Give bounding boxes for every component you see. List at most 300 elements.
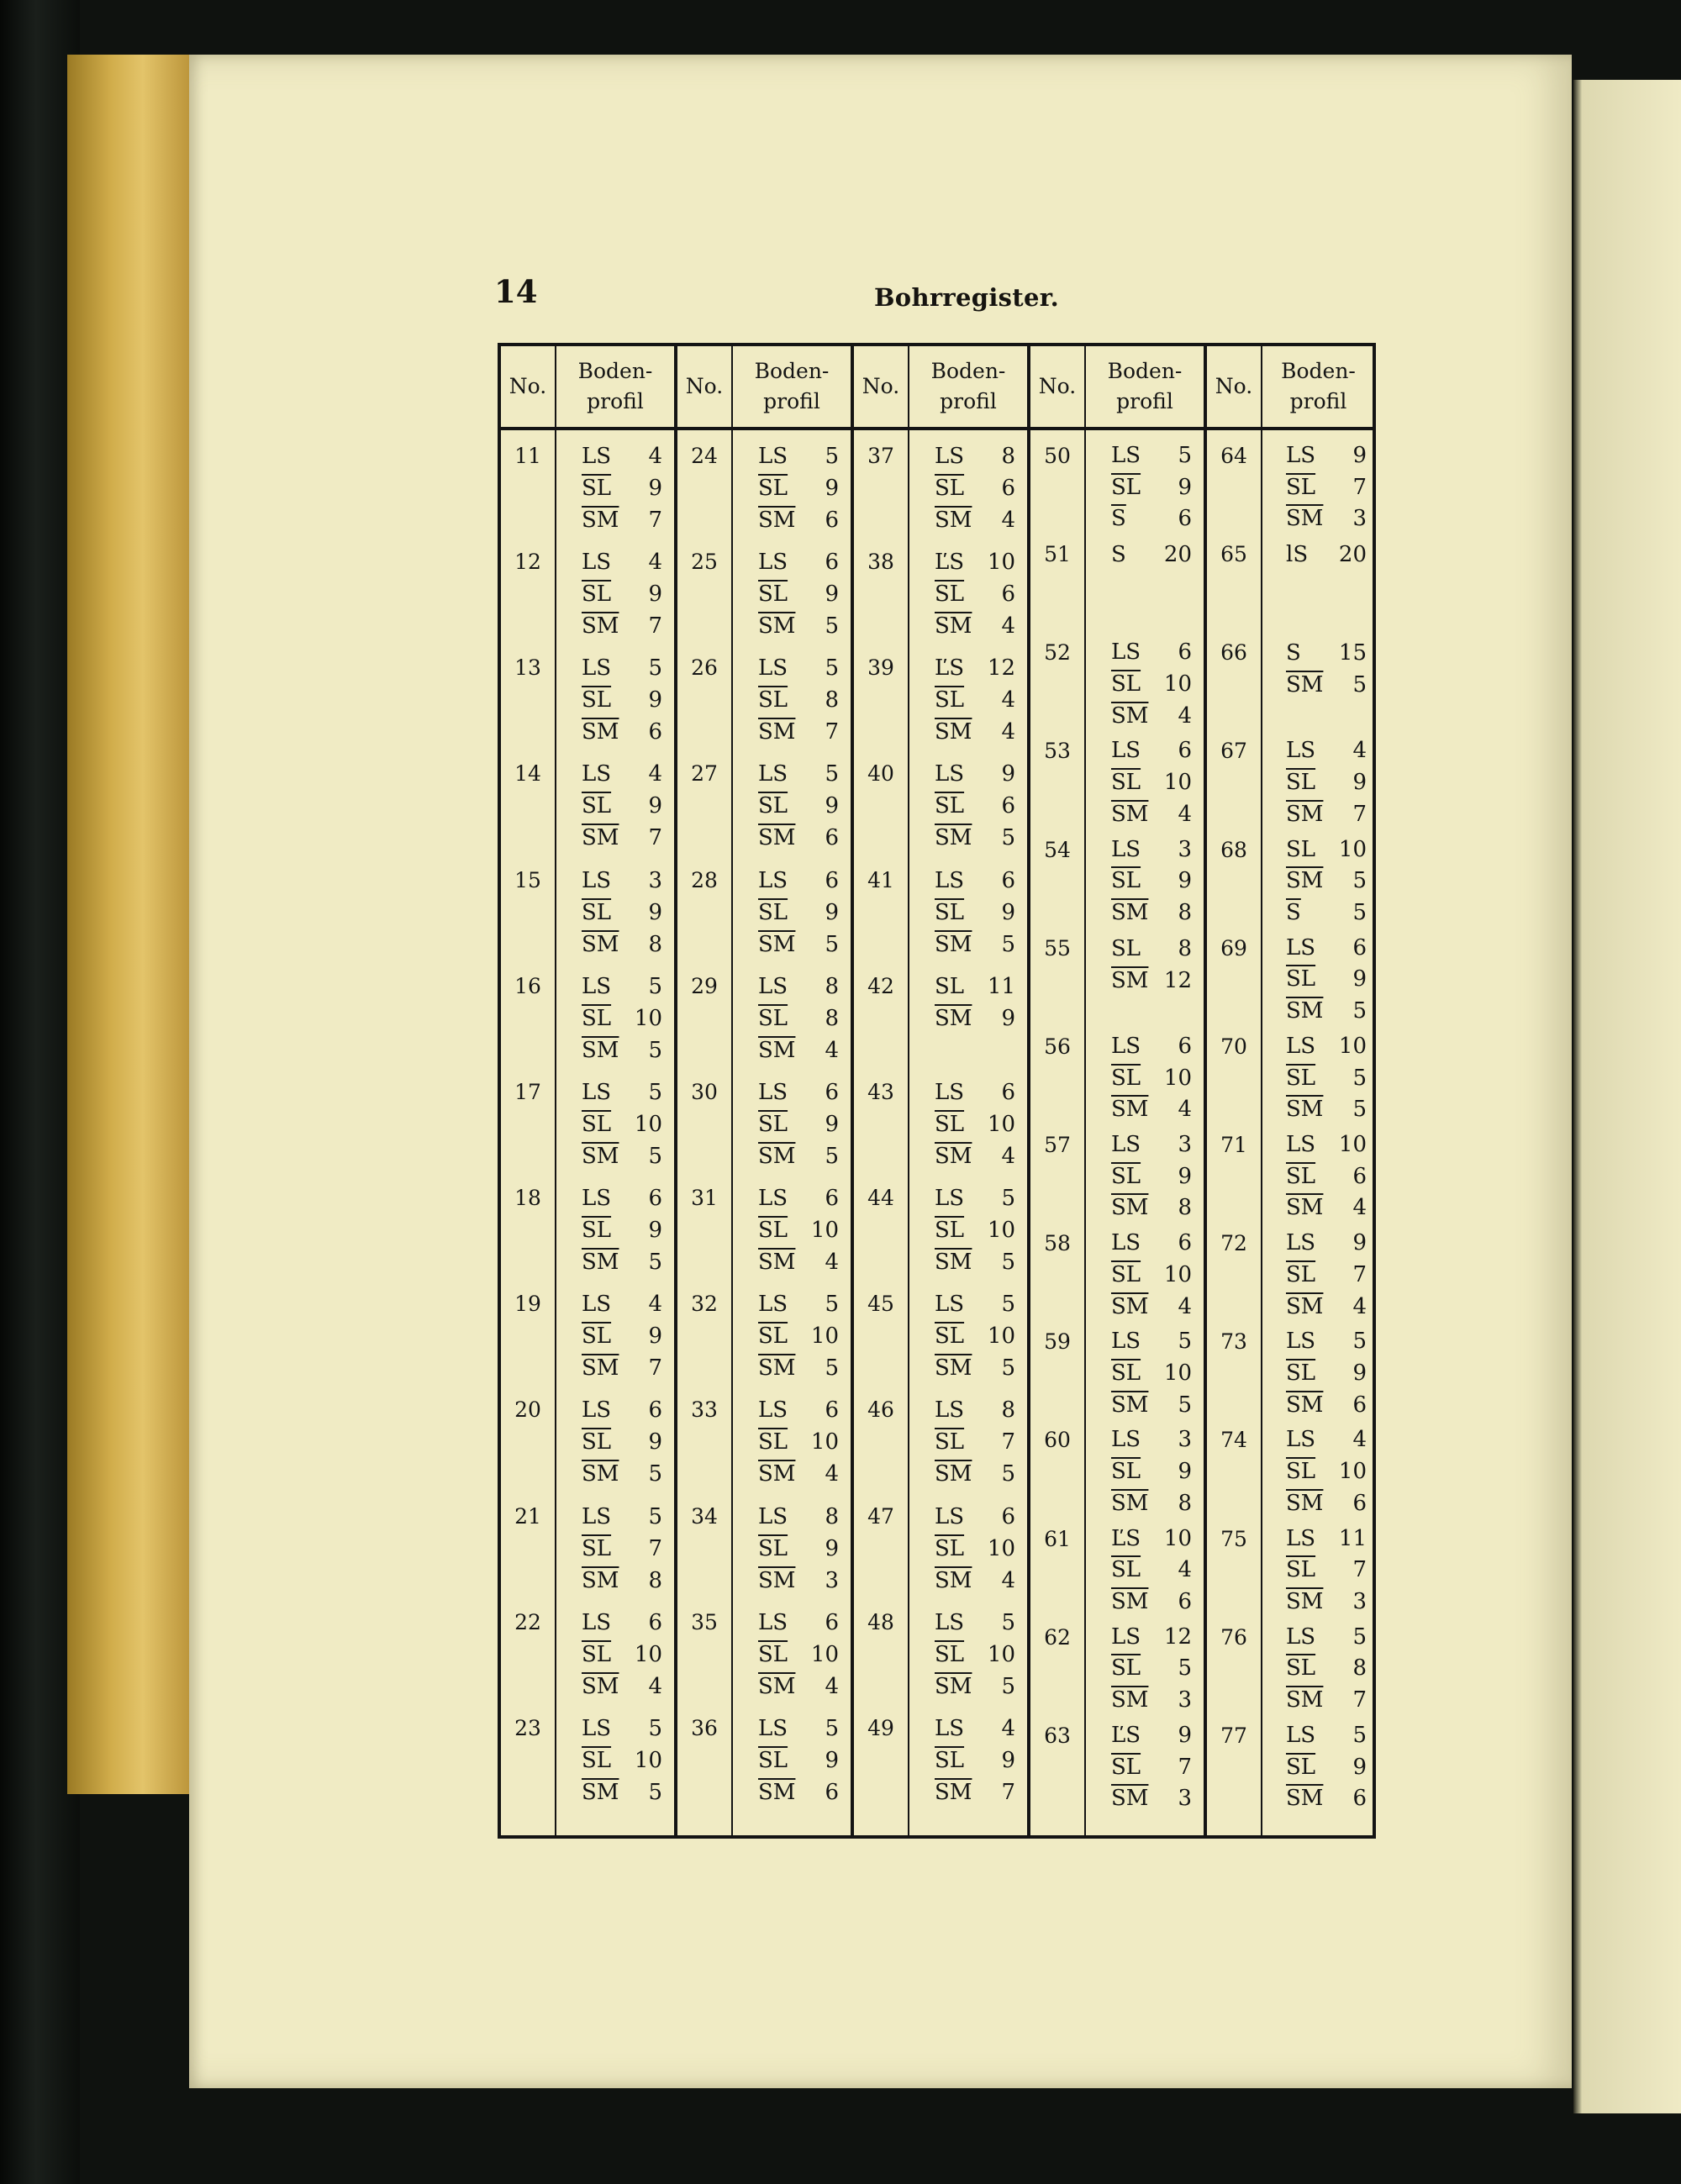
bore-number: 50 [1044, 444, 1071, 468]
soil-type: $\overline{SM}$ [1286, 1195, 1324, 1221]
bore-number: 75 [1220, 1526, 1247, 1551]
bore-number: 18 [514, 1186, 541, 1211]
soil-profile [935, 652, 1015, 748]
bore-number: 30 [691, 1079, 718, 1104]
bore-number: 52 [1044, 640, 1071, 666]
profile-layer [1286, 539, 1367, 571]
layer-depth: 9 [825, 1111, 839, 1137]
profile-layer [1286, 1228, 1367, 1260]
profile-layer [758, 1288, 839, 1320]
layer-depth: 5 [1178, 443, 1192, 468]
profile-layer [582, 1246, 662, 1278]
soil-type: $\overline{SM}$ [1111, 801, 1149, 827]
profile-layer [935, 971, 1015, 1003]
bore-number: 74 [1220, 1428, 1247, 1453]
layer-depth: 10 [1163, 671, 1192, 697]
soil-type: $\overline{SL}$ [582, 793, 612, 819]
layer-depth: 9 [1178, 1459, 1192, 1485]
profile-layer [582, 1214, 662, 1246]
soil-type: $\overline{SM}$ [582, 1673, 619, 1699]
soil-type: $\overline{SM}$ [1286, 1293, 1324, 1319]
profile-layer [1111, 1752, 1192, 1784]
bore-number: 31 [691, 1186, 718, 1211]
layer-depth: 8 [1352, 1655, 1367, 1681]
layer-depth: 6 [1352, 1163, 1367, 1189]
layer-depth: 4 [825, 1037, 839, 1063]
soil-profile [1286, 440, 1367, 535]
profile-layer [935, 1352, 1015, 1384]
layer-depth: 6 [1352, 1490, 1367, 1516]
layer-depth: 7 [1352, 1557, 1367, 1583]
bore-number: 19 [514, 1292, 541, 1317]
profile-layer [758, 865, 839, 897]
bore-number: 65 [1220, 542, 1247, 567]
soil-profile [935, 1713, 1015, 1808]
soil-type: $\overline{SL}$ [758, 476, 788, 501]
layer-depth: 7 [1178, 1754, 1192, 1780]
soil-type: $\overline{SM}$ [1111, 900, 1149, 925]
profile-layer [758, 929, 839, 960]
soil-type: $\overline{SM}$ [935, 1779, 972, 1805]
layer-depth: 4 [1001, 613, 1015, 639]
layer-depth: 6 [1001, 1503, 1015, 1529]
layer-depth: 6 [1178, 1589, 1192, 1614]
soil-profile [582, 1076, 662, 1172]
soil-type: $\overline{SM}$ [1111, 1786, 1149, 1812]
layer-depth: 6 [825, 1079, 839, 1105]
soil-type: $\overline{SL}$ [1111, 1261, 1141, 1287]
soil-type: $\overline{SM}$ [935, 1005, 972, 1031]
soil-type: $\overline{SL}$ [935, 476, 965, 501]
soil-type: $\overline{SM}$ [582, 825, 619, 851]
soil-type: LS [582, 867, 612, 893]
profile-layer [1286, 1063, 1367, 1095]
bore-number: 77 [1220, 1723, 1247, 1748]
profile-layer [1286, 669, 1367, 701]
profile-layer [582, 1003, 662, 1034]
layer-depth: 10 [1163, 1360, 1192, 1386]
layer-depth: 7 [825, 719, 839, 745]
layer-depth: 4 [1178, 1293, 1192, 1319]
layer-depth: 5 [1352, 672, 1367, 698]
profile-layer [935, 1713, 1015, 1745]
profile-layer [1111, 965, 1192, 997]
group-rule [1027, 346, 1030, 1835]
profile-layer [935, 1639, 1015, 1671]
soil-type: $\overline{SM}$ [758, 1250, 796, 1276]
profile-layer [1111, 767, 1192, 799]
bore-number: 60 [1044, 1428, 1071, 1453]
layer-depth: 8 [825, 687, 839, 713]
soil-type: $\overline{SM}$ [935, 508, 972, 533]
soil-profile [1111, 539, 1192, 571]
profile-layer [582, 1034, 662, 1066]
profile-layer [758, 1108, 839, 1140]
layer-depth: 12 [1163, 1624, 1192, 1650]
layer-depth: 10 [1338, 1459, 1367, 1485]
soil-type: $\overline{S}$ [1111, 506, 1126, 532]
soil-type: $\overline{SM}$ [935, 1673, 972, 1699]
soil-profile [758, 971, 839, 1066]
layer-depth: 10 [634, 1747, 662, 1773]
layer-depth: 10 [634, 1005, 662, 1031]
layer-depth: 5 [1001, 1186, 1015, 1212]
profile-layer [758, 1745, 839, 1776]
soil-type: LS [935, 867, 965, 893]
soil-profile [758, 1394, 839, 1490]
profile-layer [1286, 834, 1367, 866]
profile-layer [1286, 767, 1367, 799]
layer-depth: 3 [1352, 506, 1367, 532]
layer-depth: 5 [648, 1143, 662, 1169]
profile-layer [582, 1607, 662, 1639]
layer-depth: 6 [648, 719, 662, 745]
profile-layer [1286, 866, 1367, 897]
profile-layer [1111, 503, 1192, 535]
layer-depth: 15 [1338, 640, 1367, 666]
profile-layer [758, 1426, 839, 1458]
bore-number: 72 [1220, 1231, 1247, 1256]
soil-profile [1111, 933, 1192, 997]
soil-type: LS [935, 1397, 965, 1424]
bore-number: 27 [691, 761, 718, 787]
soil-profile [1286, 637, 1367, 701]
bore-number: 17 [514, 1079, 541, 1104]
profile-layer [935, 1320, 1015, 1352]
layer-depth: 5 [648, 973, 662, 999]
layer-depth: 9 [648, 1218, 662, 1244]
layer-depth: 9 [1001, 1005, 1015, 1031]
profile-layer [1111, 701, 1192, 733]
soil-type: LS [1286, 1722, 1316, 1748]
layer-depth: 5 [825, 761, 839, 787]
layer-depth: 4 [648, 444, 662, 469]
soil-type: $\overline{SM}$ [935, 1250, 972, 1276]
soil-type: LS [935, 761, 965, 787]
layer-depth: 9 [648, 476, 662, 501]
soil-type: LS [935, 1186, 965, 1212]
bore-number: 76 [1220, 1624, 1247, 1650]
soil-type: LS [1111, 1230, 1141, 1256]
layer-depth: 8 [648, 1567, 662, 1593]
soil-type: $\overline{SL}$ [935, 1535, 965, 1561]
table-header [501, 346, 1373, 430]
profile-layer [1111, 1587, 1192, 1618]
soil-profile [935, 546, 1015, 642]
layer-depth: 9 [648, 1324, 662, 1350]
profile-layer [1111, 897, 1192, 929]
soil-type: $\overline{SL}$ [1286, 1655, 1316, 1681]
bore-number: 47 [867, 1503, 894, 1529]
soil-type: $\overline{SM}$ [758, 1567, 796, 1593]
soil-type: LS [582, 973, 612, 999]
soil-profile [1286, 1424, 1367, 1519]
layer-depth: 9 [1352, 443, 1367, 468]
layer-depth: 5 [825, 1355, 839, 1381]
bohrregister-table [498, 343, 1376, 1839]
layer-depth: 10 [987, 1324, 1015, 1350]
profile-layer [1111, 539, 1192, 571]
layer-depth: 9 [1001, 899, 1015, 925]
layer-depth: 10 [810, 1429, 839, 1455]
layer-depth: 5 [648, 1503, 662, 1529]
layer-depth: 5 [1178, 1655, 1192, 1681]
soil-type: $\overline{SM}$ [1286, 801, 1324, 827]
soil-type: $\overline{SM}$ [935, 931, 972, 957]
profile-layer [1286, 1587, 1367, 1618]
layer-depth: 12 [1163, 967, 1192, 993]
profile-layer [758, 1034, 839, 1066]
soil-type: $\overline{SM}$ [1286, 506, 1324, 532]
profile-layer [1286, 799, 1367, 831]
profile-layer [1111, 933, 1192, 965]
bore-number: 25 [691, 550, 718, 575]
profile-layer [1111, 1326, 1192, 1358]
layer-depth: 6 [1178, 1230, 1192, 1256]
soil-type: $\overline{SL}$ [1286, 1557, 1316, 1583]
profile-layer [582, 1352, 662, 1384]
layer-depth: 7 [648, 1535, 662, 1561]
page-number: 14 [494, 273, 538, 310]
layer-depth: 10 [987, 550, 1015, 576]
layer-depth: 9 [825, 476, 839, 501]
profile-layer [935, 929, 1015, 960]
layer-depth: 5 [1001, 1292, 1015, 1318]
profile-layer [758, 1776, 839, 1808]
soil-type: LS [758, 1292, 788, 1318]
soil-type: LS [1286, 1624, 1316, 1650]
layer-depth: 7 [648, 613, 662, 639]
layer-depth: 6 [825, 1186, 839, 1212]
soil-type: $\overline{SL}$ [582, 1111, 612, 1137]
profile-layer [758, 971, 839, 1003]
soil-type: $\overline{SL}$ [758, 1641, 788, 1667]
soil-type: LS [935, 444, 965, 469]
profile-layer [935, 1776, 1015, 1808]
soil-type: LS [1111, 443, 1141, 468]
layer-depth: 5 [648, 1250, 662, 1276]
layer-depth: 9 [1001, 761, 1015, 787]
soil-type: $\overline{SM}$ [1286, 1786, 1324, 1812]
bore-number: 34 [691, 1503, 718, 1529]
layer-depth: 4 [648, 1292, 662, 1318]
profile-layer [935, 716, 1015, 748]
profile-layer [1111, 1063, 1192, 1095]
profile-layer [935, 1140, 1015, 1172]
header-profile: Boden- profil [1107, 359, 1183, 413]
layer-depth: 9 [1352, 1360, 1367, 1386]
layer-depth: 6 [1001, 582, 1015, 608]
soil-type: $\overline{SL}$ [1286, 1459, 1316, 1485]
profile-layer [758, 1214, 839, 1246]
header-profile: Boden- profil [577, 359, 653, 413]
soil-type: $\overline{SM}$ [935, 1461, 972, 1487]
soil-type: $\overline{SL}$ [582, 687, 612, 713]
layer-depth: 5 [1352, 1329, 1367, 1355]
soil-type: $\overline{SL}$ [582, 476, 612, 501]
profile-layer [1111, 1161, 1192, 1193]
bore-number: 67 [1220, 739, 1247, 764]
soil-type: $\overline{SL}$ [1286, 770, 1316, 796]
soil-type: $\overline{SL}$ [1111, 770, 1141, 796]
soil-type: LS [758, 444, 788, 469]
profile-layer [758, 652, 839, 684]
profile-layer [935, 1288, 1015, 1320]
soil-profile [935, 1607, 1015, 1702]
layer-depth: 20 [1338, 542, 1367, 568]
header-no: No. [685, 374, 724, 398]
soil-type: LS [582, 761, 612, 787]
soil-type: $\overline{SM}$ [758, 613, 796, 639]
profile-layer [582, 1108, 662, 1140]
profile-layer [1111, 1192, 1192, 1224]
layer-depth: 6 [1178, 1033, 1192, 1059]
layer-depth: 5 [1001, 1250, 1015, 1276]
layer-depth: 10 [810, 1218, 839, 1244]
layer-depth: 5 [1352, 1722, 1367, 1748]
layer-depth: 4 [1001, 719, 1015, 745]
soil-type: LS [1286, 443, 1316, 468]
profile-layer [935, 472, 1015, 504]
bore-number: 48 [867, 1609, 894, 1634]
soil-type: $\overline{SL}$ [758, 1429, 788, 1455]
bore-number: 11 [514, 444, 541, 468]
soil-type: $\overline{SL}$ [1286, 1261, 1316, 1287]
header-profile: Boden- profil [754, 359, 830, 413]
profile-layer [758, 1076, 839, 1108]
profile-layer [582, 971, 662, 1003]
layer-depth: 4 [1001, 1143, 1015, 1169]
layer-depth: 3 [1178, 836, 1192, 862]
soil-type: $\overline{SL}$ [935, 1111, 965, 1137]
layer-depth: 6 [825, 1609, 839, 1635]
profile-layer [1111, 669, 1192, 701]
profile-layer [1286, 1161, 1367, 1193]
running-head: Bohrregister. [874, 283, 1060, 312]
bore-number: 57 [1044, 1133, 1071, 1157]
layer-depth: 7 [648, 1355, 662, 1381]
profile-layer [935, 1533, 1015, 1565]
soil-type: $\overline{SM}$ [1286, 1490, 1324, 1516]
soil-profile [1111, 1129, 1192, 1224]
profile-layer [1286, 1424, 1367, 1456]
layer-depth: 5 [825, 1143, 839, 1169]
soil-type: $\overline{SL}$ [582, 1218, 612, 1244]
profile-layer [1111, 799, 1192, 831]
bore-number: 22 [514, 1609, 541, 1634]
soil-profile [582, 546, 662, 642]
soil-profile [758, 546, 839, 642]
soil-type: $\overline{SM}$ [582, 1143, 619, 1169]
layer-depth: 6 [1178, 506, 1192, 532]
soil-profile [935, 758, 1015, 854]
soil-type: $\overline{SM}$ [935, 1355, 972, 1381]
profile-layer [935, 758, 1015, 790]
profile-layer [1111, 1524, 1192, 1555]
layer-depth: 9 [825, 793, 839, 819]
profile-layer [582, 504, 662, 536]
soil-type: LS [582, 1609, 612, 1635]
profile-layer [1286, 1488, 1367, 1520]
layer-depth: 9 [648, 582, 662, 608]
soil-profile [582, 1394, 662, 1490]
layer-depth: 4 [1178, 1557, 1192, 1583]
profile-layer [1286, 1783, 1367, 1815]
profile-layer [935, 652, 1015, 684]
bore-number: 71 [1220, 1133, 1247, 1157]
layer-depth: 4 [1001, 1567, 1015, 1593]
profile-layer [758, 1458, 839, 1490]
layer-depth: 10 [1163, 1261, 1192, 1287]
soil-type: $\overline{SL}$ [935, 1747, 965, 1773]
soil-type: LS [1111, 1132, 1141, 1157]
soil-profile [1111, 1524, 1192, 1618]
soil-profile [582, 1501, 662, 1597]
soil-type: $\overline{SL}$ [935, 793, 965, 819]
profile-layer [758, 790, 839, 822]
layer-depth: 9 [1178, 868, 1192, 894]
header-no: No. [509, 374, 547, 398]
soil-type: $\overline{SM}$ [582, 1355, 619, 1381]
soil-type: LS [758, 1503, 788, 1529]
layer-depth: 6 [825, 508, 839, 533]
profile-layer [935, 1182, 1015, 1214]
facing-page [1573, 80, 1681, 2113]
soil-type: $\overline{SM}$ [1111, 1490, 1149, 1516]
profile-layer [1111, 1031, 1192, 1063]
bore-number: 15 [514, 867, 541, 892]
soil-type: LS [758, 1397, 788, 1424]
header-no: No. [862, 374, 900, 398]
soil-type: LS [1286, 1132, 1316, 1157]
soil-type: $\overline{SM}$ [582, 508, 619, 533]
column-rule [1084, 346, 1086, 1835]
layer-depth: 5 [825, 1715, 839, 1741]
soil-type: ĽS [935, 655, 965, 682]
profile-layer [935, 1003, 1015, 1034]
layer-depth: 5 [648, 1037, 662, 1063]
profile-layer [1111, 1390, 1192, 1422]
layer-depth: 4 [1001, 1715, 1015, 1741]
profile-layer [935, 1108, 1015, 1140]
layer-depth: 3 [825, 1567, 839, 1593]
soil-profile [758, 865, 839, 960]
bore-number: 29 [691, 973, 718, 998]
layer-depth: 6 [648, 1186, 662, 1212]
soil-type: $\overline{SM}$ [582, 931, 619, 957]
profile-layer [1111, 1720, 1192, 1752]
soil-profile [1286, 1720, 1367, 1815]
soil-type: $\overline{SM}$ [582, 1461, 619, 1487]
soil-profile [935, 440, 1015, 536]
layer-depth: 3 [1178, 1786, 1192, 1812]
soil-type: $\overline{SL}$ [1111, 1557, 1141, 1583]
profile-layer [935, 1394, 1015, 1426]
profile-layer [935, 440, 1015, 472]
layer-depth: 9 [648, 687, 662, 713]
bore-number: 32 [691, 1292, 718, 1317]
soil-type: $\overline{SL}$ [935, 1429, 965, 1455]
profile-layer [582, 652, 662, 684]
layer-depth: 6 [825, 1397, 839, 1424]
group-rule [1204, 346, 1207, 1835]
layer-depth: 6 [1001, 793, 1015, 819]
soil-type: lS [1286, 542, 1309, 568]
soil-type: $\overline{SL}$ [758, 1535, 788, 1561]
layer-depth: 5 [648, 1079, 662, 1105]
soil-type: $\overline{SL}$ [935, 1641, 965, 1667]
layer-depth: 6 [1352, 934, 1367, 960]
